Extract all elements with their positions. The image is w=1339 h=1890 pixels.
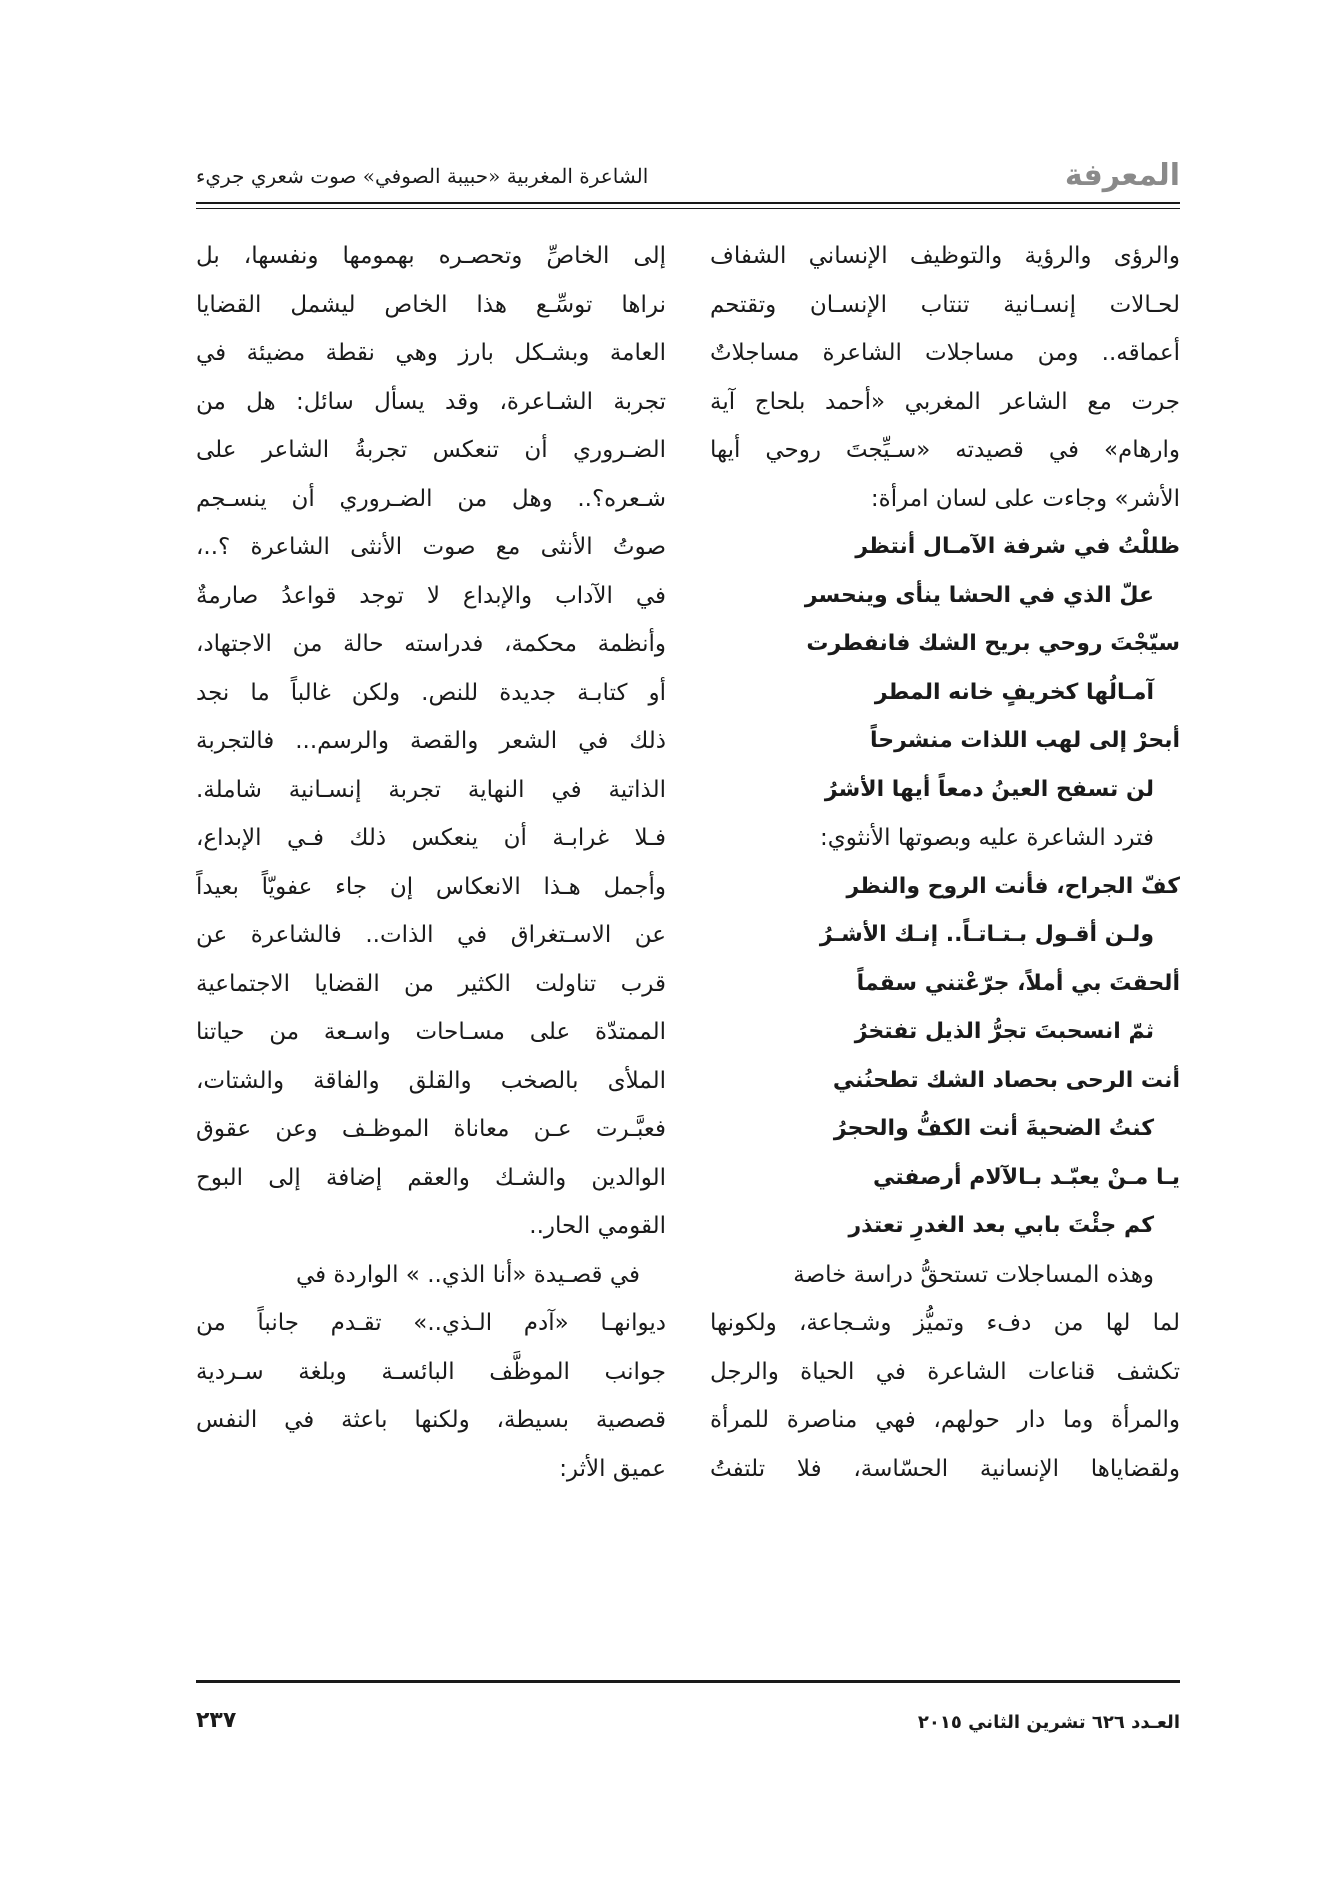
verse-line: ثمّ انسحبتَ تجرُّ الذيل تفتخرُ: [854, 1019, 1154, 1044]
text-line: تجربة الشـاعرة، وقد يسأل سائل: هل من: [196, 388, 666, 415]
text-line: الأشر» وجاءت على لسان امرأة:: [870, 485, 1180, 512]
masthead: [196, 158, 1180, 192]
text-line: أعماقه.. ومن مساجلات الشاعرة مساجلاتٌ: [710, 340, 1180, 366]
text-line: تكشف قناعات الشاعرة في الحياة والرجل: [710, 1358, 1180, 1385]
verse-line: كفّ الجراح، فأنت الروح والنظر: [846, 873, 1180, 899]
text-line: شـعره؟.. وهل من الضـروري أن ينسـجم: [196, 485, 666, 512]
verse-line: آمـالُها كخريفٍ خانه المطر: [874, 679, 1154, 705]
verse-line: يـا مـنْ يعبّـد بـالآلام أرصفتي: [873, 1164, 1180, 1190]
text-line: لما لها من دفء وتميُّز وشـجاعة، ولكونها: [710, 1310, 1180, 1336]
magazine-logo: المعرفة: [1064, 158, 1180, 193]
footer-rule: [196, 1680, 1180, 1683]
text-line: وأجمل هـذا الانعكاس إن جاء عفويّاً بعيداً: [196, 873, 666, 900]
text-line: فترد الشاعرة عليه وبصوتها الأنثوي:: [820, 825, 1154, 851]
left-column: [196, 232, 666, 1493]
text-line: عن الاسـتغراق في الذات.. فالشاعرة عن: [196, 922, 666, 948]
text-line: ذلك في الشعر والقصة والرسم... فالتجربة: [196, 728, 666, 754]
verse-line: ظللْتُ في شرفة الآمـال أنتظر: [855, 534, 1180, 559]
text-line: صوتُ الأنثى مع صوت الأنثى الشاعرة ؟..،: [196, 534, 666, 560]
text-line: وهذه المساجلات تستحقُّ دراسة خاصة: [793, 1261, 1154, 1288]
text-line: الذاتية في النهاية تجربة إنسـانية شاملة.: [196, 776, 666, 803]
verse-line: لن تسفح العينُ دمعاً أيها الأشرُ: [824, 776, 1154, 802]
header-rule-thin: [196, 208, 1180, 209]
text-line: جوانب الموظَّف البائسـة وبلغة سـردية: [196, 1358, 666, 1385]
issue-info: العـدد ٦٢٦ تشرين الثاني ٢٠١٥: [917, 1712, 1180, 1733]
text-line: العامة وبشـكل بارز وهي نقطة مضيئة في: [196, 340, 666, 366]
verse-line: كم جئْتَ بابي بعد الغدرِ تعتذر: [848, 1213, 1154, 1238]
verse-line: كنتُ الضحيةَ أنت الكفُّ والحجرُ: [833, 1116, 1154, 1141]
text-line: قصصية بسيطة، ولكنها باعثة في النفس: [196, 1407, 666, 1433]
text-line: ديوانهـا «آدم الـذي..» تقـدم جانباً من: [196, 1310, 666, 1336]
header-rule: [196, 202, 1180, 204]
text-line: الملأى بالصخب والقلق والفاقة والشتات،: [196, 1067, 666, 1094]
text-line: الممتدّة على مسـاحات واسـعة من حياتنا: [196, 1019, 666, 1045]
verse-line: سيّجْتَ روحي بريح الشك فانفطرت: [806, 631, 1180, 656]
right-column: [710, 232, 1180, 1493]
text-line: الضـروري أن تنعكس تجربةُ الشاعر على: [196, 437, 666, 463]
text-line: عميق الأثر:: [559, 1455, 666, 1482]
text-line: وارهام» في قصيدته «سـيِّجتَ روحي أيها: [710, 437, 1180, 463]
text-line: قرب تناولت الكثير من القضايا الاجتماعية: [196, 970, 666, 997]
text-line: جرت مع الشاعر المغربي «أحمد بلحاج آية: [710, 388, 1180, 415]
text-line: ولقضاياها الإنسانية الحسّاسة، فلا تلتفتُ: [710, 1455, 1180, 1482]
text-line: في الآداب والإبداع لا توجد قواعدُ صارمةٌ: [196, 582, 666, 609]
verse-line: أبحرْ إلى لهب اللذات منشرحاً: [869, 728, 1180, 753]
text-line: وأنظمة محكمة، فدراسته حالة من الاجتهاد،: [196, 631, 666, 657]
text-line: فـلا غرابـة أن ينعكس ذلك فـي الإبداع،: [196, 825, 666, 851]
page-number: ٢٣٧: [196, 1708, 237, 1733]
text-line: والرؤى والرؤية والتوظيف الإنساني الشفاف: [710, 243, 1180, 269]
text-line: الوالدين والشـك والعقم إضافة إلى البوح: [196, 1164, 666, 1191]
text-line: فعبَّـرت عـن معاناة الموظـف وعن عقوق: [196, 1116, 666, 1142]
text-line: إلى الخاصِّ وتحصـره بهمومها ونفسها، بل: [196, 243, 666, 269]
text-line: في قصـيدة «أنا الذي.. » الواردة في: [295, 1261, 640, 1288]
verse-line: أنت الرحى بحصاد الشك تطحنُني: [832, 1067, 1180, 1093]
text-line: لحـالات إنسـانية تنتاب الإنسـان وتقتحم: [710, 291, 1180, 318]
verse-line: ولـن أقـول بـتـاتـاً.. إنـك الأشـرُ: [819, 922, 1154, 947]
text-line: والمرأة وما دار حولهم، فهي مناصرة للمرأة: [710, 1407, 1180, 1433]
text-line: أو كتابـة جديدة للنص. ولكن غالباً ما نجد: [196, 679, 666, 706]
text-line: القومي الحار..: [529, 1213, 666, 1239]
text-line: نراها توسِّـع هذا الخاص ليشمل القضايا: [196, 291, 666, 318]
verse-line: ألحقتَ بي أملاً، جرّعْتني سقماً: [856, 970, 1180, 996]
verse-line: علّ الذي في الحشا ينأى وينحسر: [804, 582, 1154, 608]
running-title: الشاعرة المغربية «حبيبة الصوفي» صوت شعري جريء: [196, 164, 649, 188]
